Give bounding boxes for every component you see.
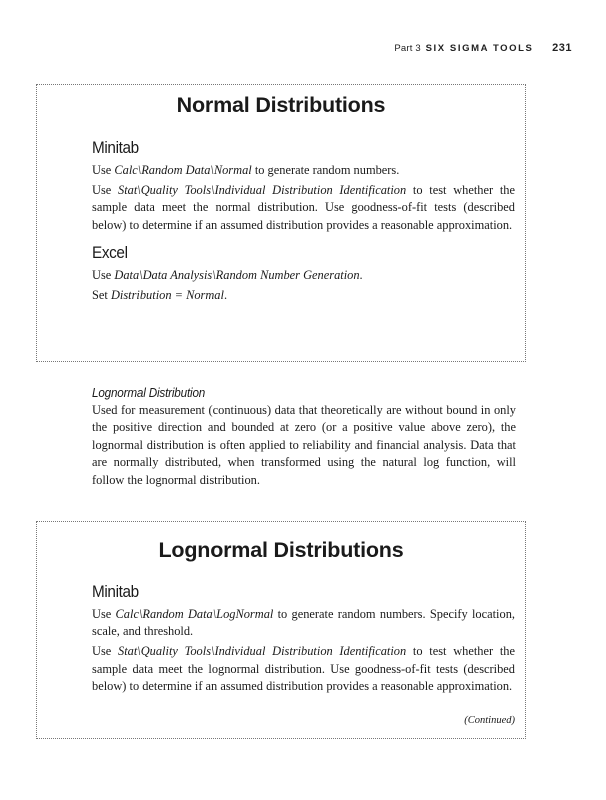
minitab-heading: Minitab [92, 582, 139, 601]
running-head [300, 42, 572, 54]
section-label: SIX SIGMA TOOLS [425, 43, 534, 54]
paragraph: Use Calc\Random Data\Normal to generate random numbers. [92, 163, 400, 177]
paragraph: Use Stat\Quality Tools\Individual Distribution Identification to test whether the sample data meet the lognormal distribution. Use goodness-of-fit tests (described below) to determine if an assumed distribution provides a reasonable approximation. [92, 644, 515, 693]
lognormal-section [92, 385, 516, 492]
excel-heading: Excel [92, 242, 128, 262]
normal-distributions-box [36, 84, 526, 362]
page-number: 231 [552, 42, 572, 54]
part-label: Part 3 [394, 43, 421, 54]
box-title: Normal Distributions [176, 93, 386, 117]
paragraph: Use Calc\Random Data\LogNormal to generate random numbers. Specify location, scale, and threshold. [92, 607, 515, 639]
section-heading: Lognormal Distribution [92, 385, 206, 400]
section-body: Used for measurement (continuous) data that theoretically are without bound in only the positive direction and bounded at zero (or a positive value above zero), the lognormal distribution is often applied to reliability and financial analysis. Data that are normally distributed, when transformed using the natural log function, will follow the lognormal distribution. [92, 403, 516, 487]
continued-note: (Continued) [464, 715, 515, 726]
paragraph: Use Stat\Quality Tools\Individual Distribution Identification to test whether the sample data meet the normal distribution. Use goodness-of-fit tests (described below) to determine if an assumed distribution provides a reasonable approximation. [92, 183, 515, 232]
box-title: Lognormal Distributions [158, 538, 404, 562]
lognormal-distributions-box [36, 521, 526, 739]
minitab-heading: Minitab [92, 138, 139, 157]
paragraph: Set Distribution = Normal. [92, 288, 228, 303]
paragraph: Use Data\Data Analysis\Random Number Generation. [92, 267, 363, 282]
